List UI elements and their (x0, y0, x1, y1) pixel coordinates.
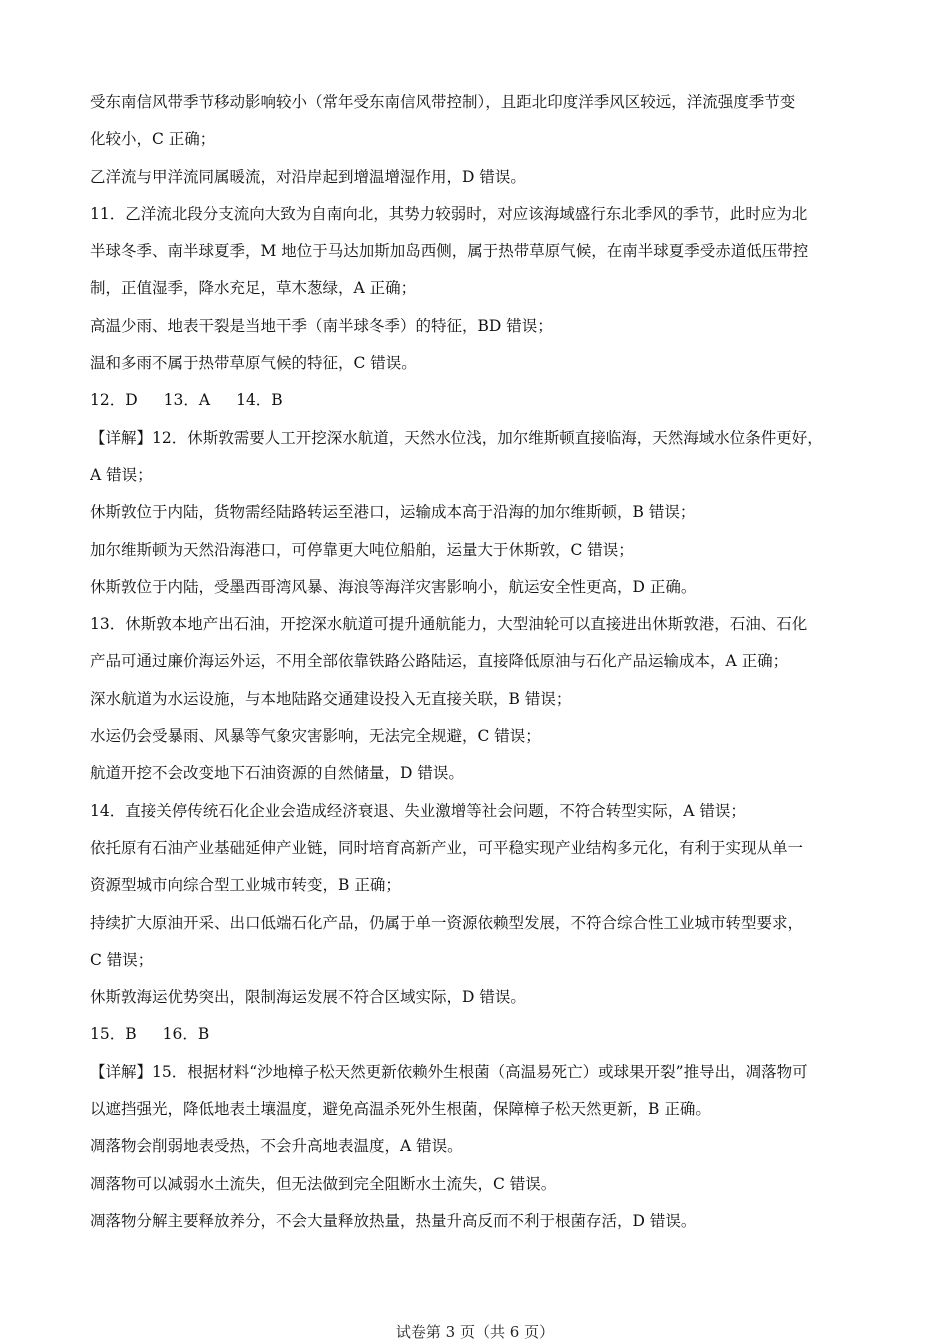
answer-explanation-body (90, 84, 880, 1240)
text-line: 水运仍会受暴雨、风暴等气象灾害影响，无法完全规避，C 错误； (90, 727, 541, 746)
answer-key: 15．B (90, 1025, 137, 1044)
text-line: 产品可通过廉价海运外运，不用全部依靠铁路公路陆运，直接降低原油与石化产品运输成本，A 正确； (90, 652, 789, 671)
text-line: 加尔维斯顿为天然沿海港口，可停靠更大吨位船舶，运量大于休斯敦，C 错误； (90, 540, 634, 559)
answer-key: 13．A (163, 391, 211, 410)
text-line: 依托原有石油产业基础延伸产业链，同时培育高新产业，可平稳实现产业结构多元化，有利于实现从单一 (90, 838, 804, 857)
answer-key-row (90, 382, 880, 419)
text-line: 【详解】12．休斯敦需要人工开挖深水航道，天然水位浅，加尔维斯顿直接临海，天然海域水位条件更好， (90, 428, 823, 447)
text-line: 13．休斯敦本地产出石油，开挖深水航道可提升通航能力，大型油轮可以直接进出休斯敦港，石油、石化 (90, 615, 808, 634)
text-line: A 错误； (90, 465, 153, 484)
text-line: 休斯敦海运优势突出，限制海运发展不符合区域实际，D 错误。 (90, 988, 526, 1007)
text-line: 持续扩大原油开采、出口低端石化产品，仍属于单一资源依赖型发展，不符合综合性工业城市转型要求， (90, 913, 804, 932)
text-line: 休斯敦位于内陆，受墨西哥湾风暴、海浪等海洋灾害影响小，航运安全性更高，D 正确。 (90, 577, 697, 596)
text-line: 制，正值湿季，降水充足，草木葱绿，A 正确； (90, 279, 417, 298)
answer-key: 16．B (162, 1025, 210, 1044)
text-line: 11．乙洋流北段分支流向大致为自南向北，其势力较弱时，对应该海域盛行东北季风的季节，此时应为北 (90, 204, 808, 223)
text-line: 半球冬季、南半球夏季，M 地位于马达加斯加岛西侧，属于热带草原气候，在南半球夏季受赤道低压带控 (90, 242, 809, 261)
page-footer: 试卷第 3 页（共 6 页） (395, 1323, 555, 1341)
answer-key: 12．D (90, 391, 138, 410)
text-line: 凋落物可以减弱水土流失，但无法做到完全阻断水土流失，C 错误。 (90, 1174, 557, 1193)
text-line: 深水航道为水运设施，与本地陆路交通建设投入无直接关联，B 错误； (90, 689, 572, 708)
text-line: 受东南信风带季节移动影响较小（常年受东南信风带控制），且距北印度洋季风区较远，洋流强度季节变 (90, 93, 796, 111)
text-line: 乙洋流与甲洋流同属暖流，对沿岸起到增温增湿作用，D 错误。 (90, 167, 526, 186)
text-line: 凋落物会削弱地表受热，不会升高地表温度，A 错误。 (90, 1137, 463, 1156)
text-line: 休斯敦位于内陆，货物需经陆路转运至港口，运输成本高于沿海的加尔维斯顿，B 错误； (90, 503, 696, 522)
text-line: 化较小，C 正确； (90, 130, 216, 149)
text-line: 凋落物分解主要释放养分，不会大量释放热量，热量升高反而不利于根菌存活，D 错误。 (90, 1211, 697, 1230)
text-line: 14．直接关停传统石化企业会造成经济衰退、失业激增等社会问题，不符合转型实际，A 错误； (90, 801, 746, 820)
text-line: C 错误； (90, 950, 154, 969)
text-line: 航道开挖不会改变地下石油资源的自然储量，D 错误。 (90, 764, 464, 783)
answer-key-row (90, 1016, 880, 1053)
text-line: 高温少雨、地表干裂是当地干季（南半球冬季）的特征，BD 错误； (90, 316, 553, 335)
text-line: 【详解】15．根据材料“沙地樟子松天然更新依赖外生根菌（高温易死亡）或球果开裂”推导出，凋落物可 (90, 1062, 808, 1081)
text-line: 以遮挡强光，降低地表土壤温度，避免高温杀死外生根菌，保障樟子松天然更新，B 正确。 (90, 1100, 711, 1119)
answer-key: 14．B (236, 391, 283, 410)
text-line: 资源型城市向综合型工业城市转变，B 正确； (90, 876, 401, 895)
text-line: 温和多雨不属于热带草原气候的特征，C 错误。 (90, 354, 417, 373)
